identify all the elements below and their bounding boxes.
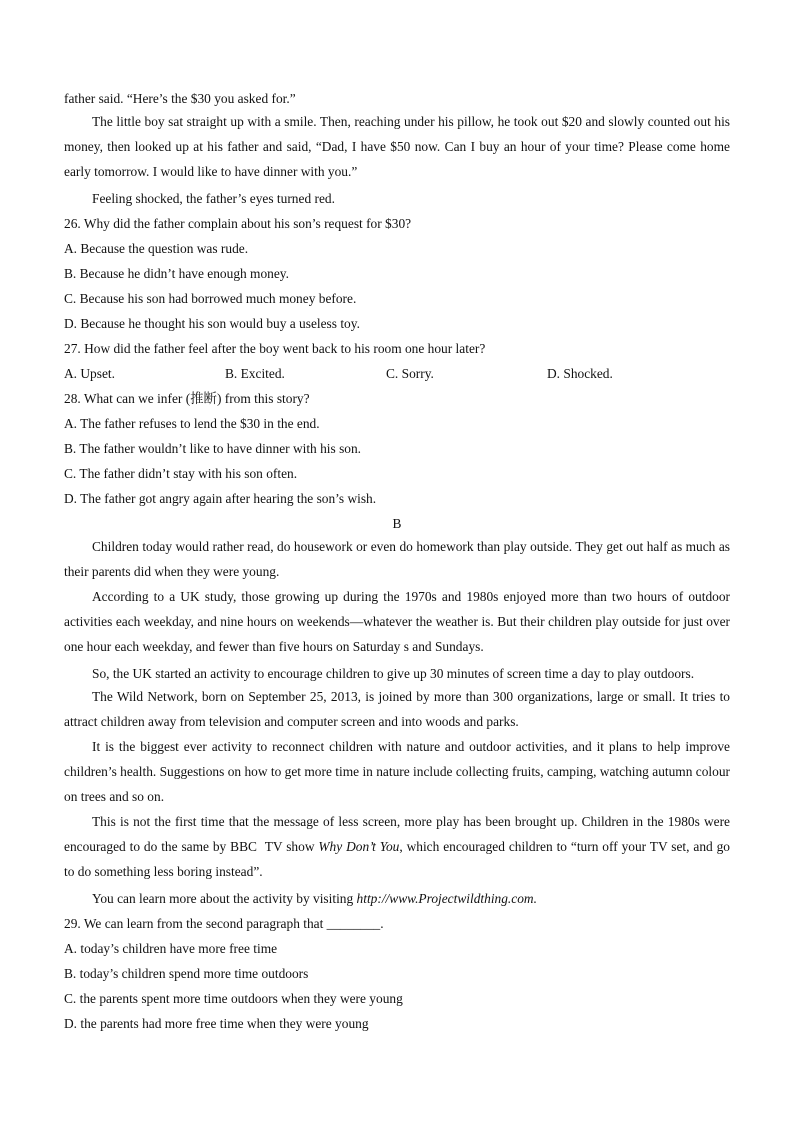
question-29-stem: 29. We can learn from the second paragraph that ________. — [64, 916, 384, 931]
website-url: http://www.Projectwildthing.com. — [356, 891, 537, 906]
question-29-option-d: D. the parents had more free time when they were young — [64, 1016, 369, 1031]
question-28-option-c: C. The father didn’t stay with his son often. — [64, 466, 298, 481]
question-26-option-b: B. Because he didn’t have enough money. — [64, 266, 289, 281]
question-27-option-a: A. Upset. — [64, 366, 115, 381]
passage-a-paragraph-boy: The little boy sat straight up with a smile. Then, reaching under his pillow, he took out $20 and slowly counted out his money, then looked up at his father and said, “Dad, I have $50 now. Can I buy an hour of your time? Please come home early tomorrow. I would like to have dinner with you.” — [64, 114, 730, 179]
passage-b-paragraph-5: It is the biggest ever activity to reconnect children with nature and outdoor activities, and it plans to help improve children’s health. Suggestions on how to get more time in nature include collecting fruits, camping, watching autumn colour on trees and so on. — [64, 739, 730, 804]
question-27-option-c: C. Sorry. — [386, 366, 434, 381]
question-28-option-d: D. The father got angry again after hearing the son’s wish. — [64, 491, 377, 506]
question-29-option-a: A. today’s children have more free time — [64, 941, 278, 956]
passage-b-paragraph-6 — [64, 809, 730, 884]
question-28-option-a: A. The father refuses to lend the $30 in the end. — [64, 416, 320, 431]
question-27-option-d: D. Shocked. — [547, 366, 613, 381]
passage-a-line-1: father said. “Here’s the $30 you asked for.” — [64, 91, 296, 106]
question-28-option-b: B. The father wouldn’t like to have dinner with his son. — [64, 441, 362, 456]
question-26-option-a: A. Because the question was rude. — [64, 241, 249, 256]
passage-b-paragraph-4: The Wild Network, born on September 25, 2013, is joined by more than 300 organizations, large or small. It tries to attract children away from television and computer screen and into woods and parks. — [64, 689, 730, 729]
passage-b-label: B — [392, 516, 402, 531]
question-27-option-b: B. Excited. — [225, 366, 285, 381]
question-29-option-c: C. the parents spent more time outdoors when they were young — [64, 991, 403, 1006]
paragraph-6-text-after: , which encouraged children to “turn off your TV set, and go to do something less boring instead”. — [64, 839, 731, 879]
question-28-stem: 28. What can we infer (推断) from this story? — [64, 391, 310, 406]
question-27-stem: 27. How did the father feel after the boy went back to his room one hour later? — [64, 341, 486, 356]
question-29-option-b: B. today’s children spend more time outdoors — [64, 966, 309, 981]
question-26-option-c: C. Because his son had borrowed much money before. — [64, 291, 357, 306]
passage-b-paragraph-1: Children today would rather read, do housework or even do homework than play outside. They get out half as much as their parents did when they were young. — [64, 539, 730, 579]
passage-b-paragraph-7 — [64, 889, 730, 914]
passage-b-paragraph-3: So, the UK started an activity to encourage children to give up 30 minutes of screen time a day to play outdoors. — [92, 666, 695, 681]
tv-show-title: Why Don’t You — [318, 839, 400, 854]
passage-b-paragraph-2: According to a UK study, those growing up during the 1970s and 1980s enjoyed more than two hours of outdoor activities each weekday, and nine hours on weekends—whatever the weather is. But their children play outside for just over one hour each weekday, and fewer than five hours on Saturday s and Sundays. — [64, 589, 730, 654]
question-26-stem: 26. Why did the father complain about his son’s request for $30? — [64, 216, 412, 231]
passage-a-paragraph-father: Feeling shocked, the father’s eyes turned red. — [92, 191, 335, 206]
question-26-option-d: D. Because he thought his son would buy a useless toy. — [64, 316, 360, 331]
question-27-options — [64, 364, 730, 389]
paragraph-6-text-before: This is not the first time that the message of less screen, more play has been brought up. Children in the 1980s were encouraged to do the same by BBC TV show — [64, 814, 730, 854]
paragraph-7-text: You can learn more about the activity by visiting — [92, 891, 357, 906]
